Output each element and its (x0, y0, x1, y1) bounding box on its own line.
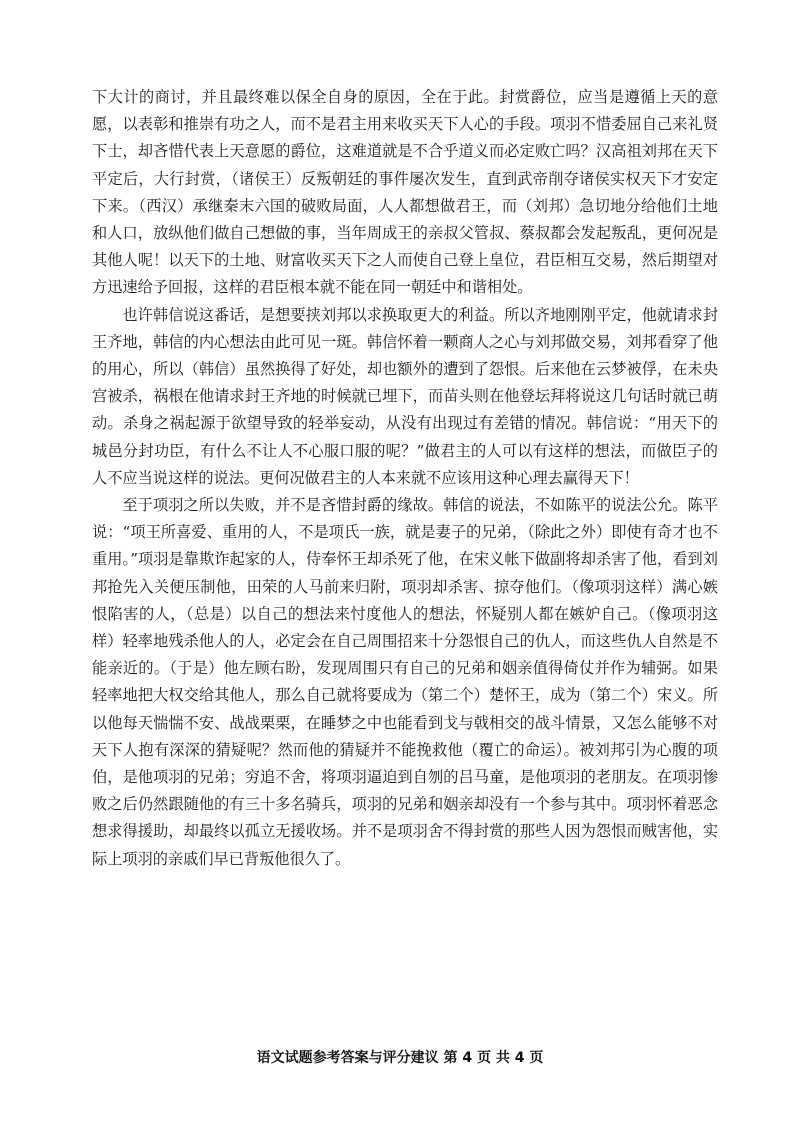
paragraph-xiang-yu: 至于项羽之所以失败，并不是吝惜封爵的缘故。韩信的说法，不如陈平的说法公允。陈平说：“项王所喜爱、重用的人，不是项氏一族，就是妻子的兄弟，（除此之外）即使有奇才也不重用。”项羽是靠欺诈起家的人，侍奉怀王却杀死了他，在宋义帐下做副将却杀害了他，看到刘邦抢先入关便压制他，田荣的人马前来归附，项羽却杀害、掠夺他们。（像项羽这样）满心嫉恨陷害的人，（总是）以自己的想法来忖度他人的想法，怀疑别人都在嫉妒自己。（像项羽这样）轻率地残杀他人的人，必定会在自己周围招来十分怨恨自己的仇人，而这些仇人自然是不能亲近的。（于是）他左顾右盼，发现周围只有自己的兄弟和姻亲值得倚仗并作为辅弼。如果轻率地把大权交给其他人，那么自己就将要成为（第二个）楚怀王，成为（第二个）宋义。所以他每天惴惴不安、战战栗栗，在睡梦之中也能看到戈与戟相交的战斗情景，又怎么能够不对天下人抱有深深的猜疑呢？然而他的猜疑并不能挽救他（覆亡的命运）。被刘邦引为心腹的项伯，是他项羽的兄弟；穷追不舍，将项羽逼迫到自刎的吕马童，是他项羽的老朋友。在项羽惨败之后仍然跟随他的有三十多名骑兵，项羽的兄弟和姻亲却没有一个参与其中。项羽怀着恶念想求得援助，却最终以孤立无援收场。并不是项羽舍不得封赏的那些人因为怨恨而贼害他，实际上项羽的亲戚们早已背叛他很久了。 (92, 496, 718, 868)
paragraph-continuation: 下大计的商讨，并且最终难以保全自身的原因，全在于此。封赏爵位，应当是遵循上天的意愿，以表彰和推崇有功之人，而不是君主用来收买天下人心的手段。项羽不惜委屈自己来礼贤下士，却吝惜代表上天意愿的爵位，这难道就是不合乎道义而必定败亡吗？汉高祖刘邦在天下平定后，大行封赏，（诸侯王）反叛朝廷的事件屡次发生，直到武帝削夺诸侯实权天下才安定下来。（西汉）承继秦末六国的破败局面，人人都想做君王，而（刘邦）急切地分给他们土地和人口，放纵他们做自己想做的事，当年周成王的亲叔父管叔、蔡叔都会发起叛乱，更何况是其他人呢！以天下的土地、财富收买天下之人而使自己登上皇位，君臣相互交易，然后期望对方迅速给予回报，这样的君臣根本就不能在同一朝廷中和谐相处。 (92, 88, 718, 297)
page-footer: 语文试题参考答案与评分建议 第 4 页 共 4 页 (256, 1050, 544, 1066)
paragraph-han-xin: 也许韩信说这番话，是想要挟刘邦以求换取更大的利益。所以齐地刚刚平定，他就请求封王齐地，韩信的内心想法由此可见一斑。韩信怀着一颗商人之心与刘邦做交易，刘邦看穿了他的用心，所以（韩信）虽然换得了好处，却也额外的遭到了怨恨。后来他在云梦被俘，在未央宫被杀，祸根在他请求封王齐地的时候就已埋下，而苗头则在他登坛拜将说这几句话时就已萌动。杀身之祸起源于欲望导致的轻举妄动，从没有出现过有差错的情况。韩信说：“用天下的城邑分封功臣，有什么不让人不心服口服的呢？”做君主的人可以有这样的想法，而做臣子的人不应当说这样的说法。更何况做君主的人本来就不应该用这种心理去赢得天下！ (92, 305, 718, 487)
document-body (92, 84, 718, 873)
